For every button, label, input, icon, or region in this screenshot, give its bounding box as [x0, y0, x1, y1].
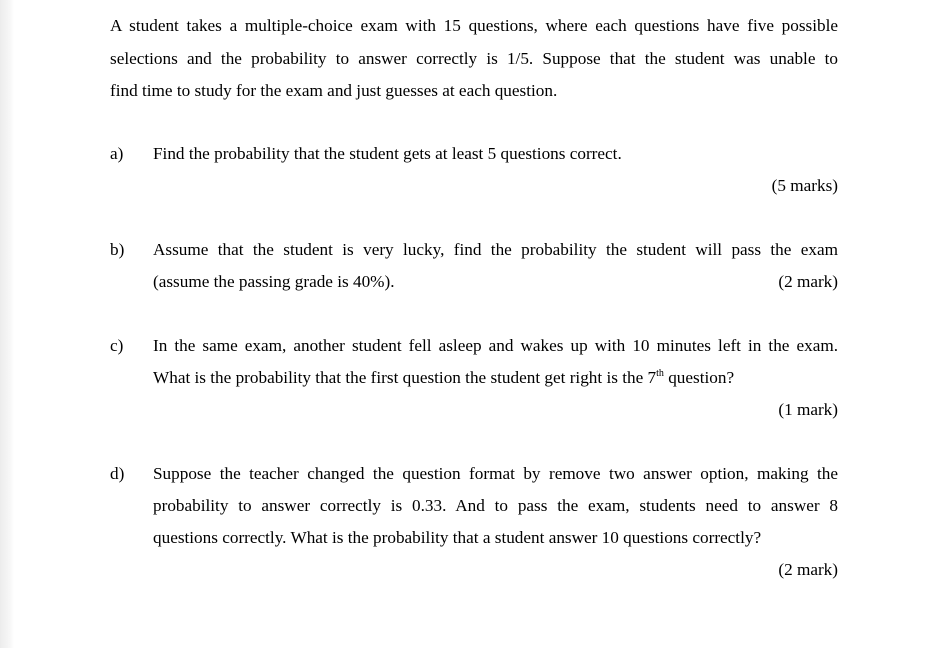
marks-label: (1 mark): [778, 400, 838, 419]
ordinal-suffix: th: [656, 368, 664, 379]
question-text: [153, 138, 838, 170]
marks-label: (2 mark): [778, 272, 838, 291]
intro-line: find time to study for the exam and just guesses at each question.: [110, 81, 558, 100]
marks-label: (2 mark): [778, 560, 838, 579]
page-edge-shadow: [0, 0, 14, 648]
question-text: [153, 330, 838, 394]
question-line: questions correctly. What is the probability that a student answer 10 questions correctly?: [153, 528, 762, 547]
marks-label: (5 marks): [771, 176, 838, 195]
question-label: b): [110, 240, 125, 259]
question-line: (assume the passing grade is 40%).: [153, 272, 395, 291]
problem-intro: [110, 10, 838, 108]
question-text: [153, 234, 838, 298]
question-line: [153, 362, 838, 394]
question-line-text: What is the probability that the first question the student get right is the 7: [153, 368, 657, 387]
question-text: [153, 458, 838, 554]
question-line: In the same exam, another student fell asleep and wakes up with 10 minutes left in the exam.: [153, 336, 838, 355]
intro-line: selections and the probability to answer correctly is 1/5. Suppose that the student was unable to: [110, 48, 838, 68]
question-label: a): [110, 144, 124, 163]
question-line: probability to answer correctly is 0.33. And to pass the exam, students need to answer 8: [153, 496, 838, 515]
question-line: Find the probability that the student gets at least 5 questions correct.: [153, 144, 622, 163]
question-label: c): [110, 336, 124, 355]
intro-line: A student takes a multiple-choice exam with 15 questions, where each questions have five possible: [110, 16, 838, 35]
question-line: Suppose the teacher changed the question format by remove two answer option, making the: [153, 464, 838, 483]
question-line: Assume that the student is very lucky, find the probability the student will pass the exam: [153, 240, 838, 259]
question-label: d): [110, 464, 125, 483]
question-line-text: question?: [663, 368, 735, 387]
